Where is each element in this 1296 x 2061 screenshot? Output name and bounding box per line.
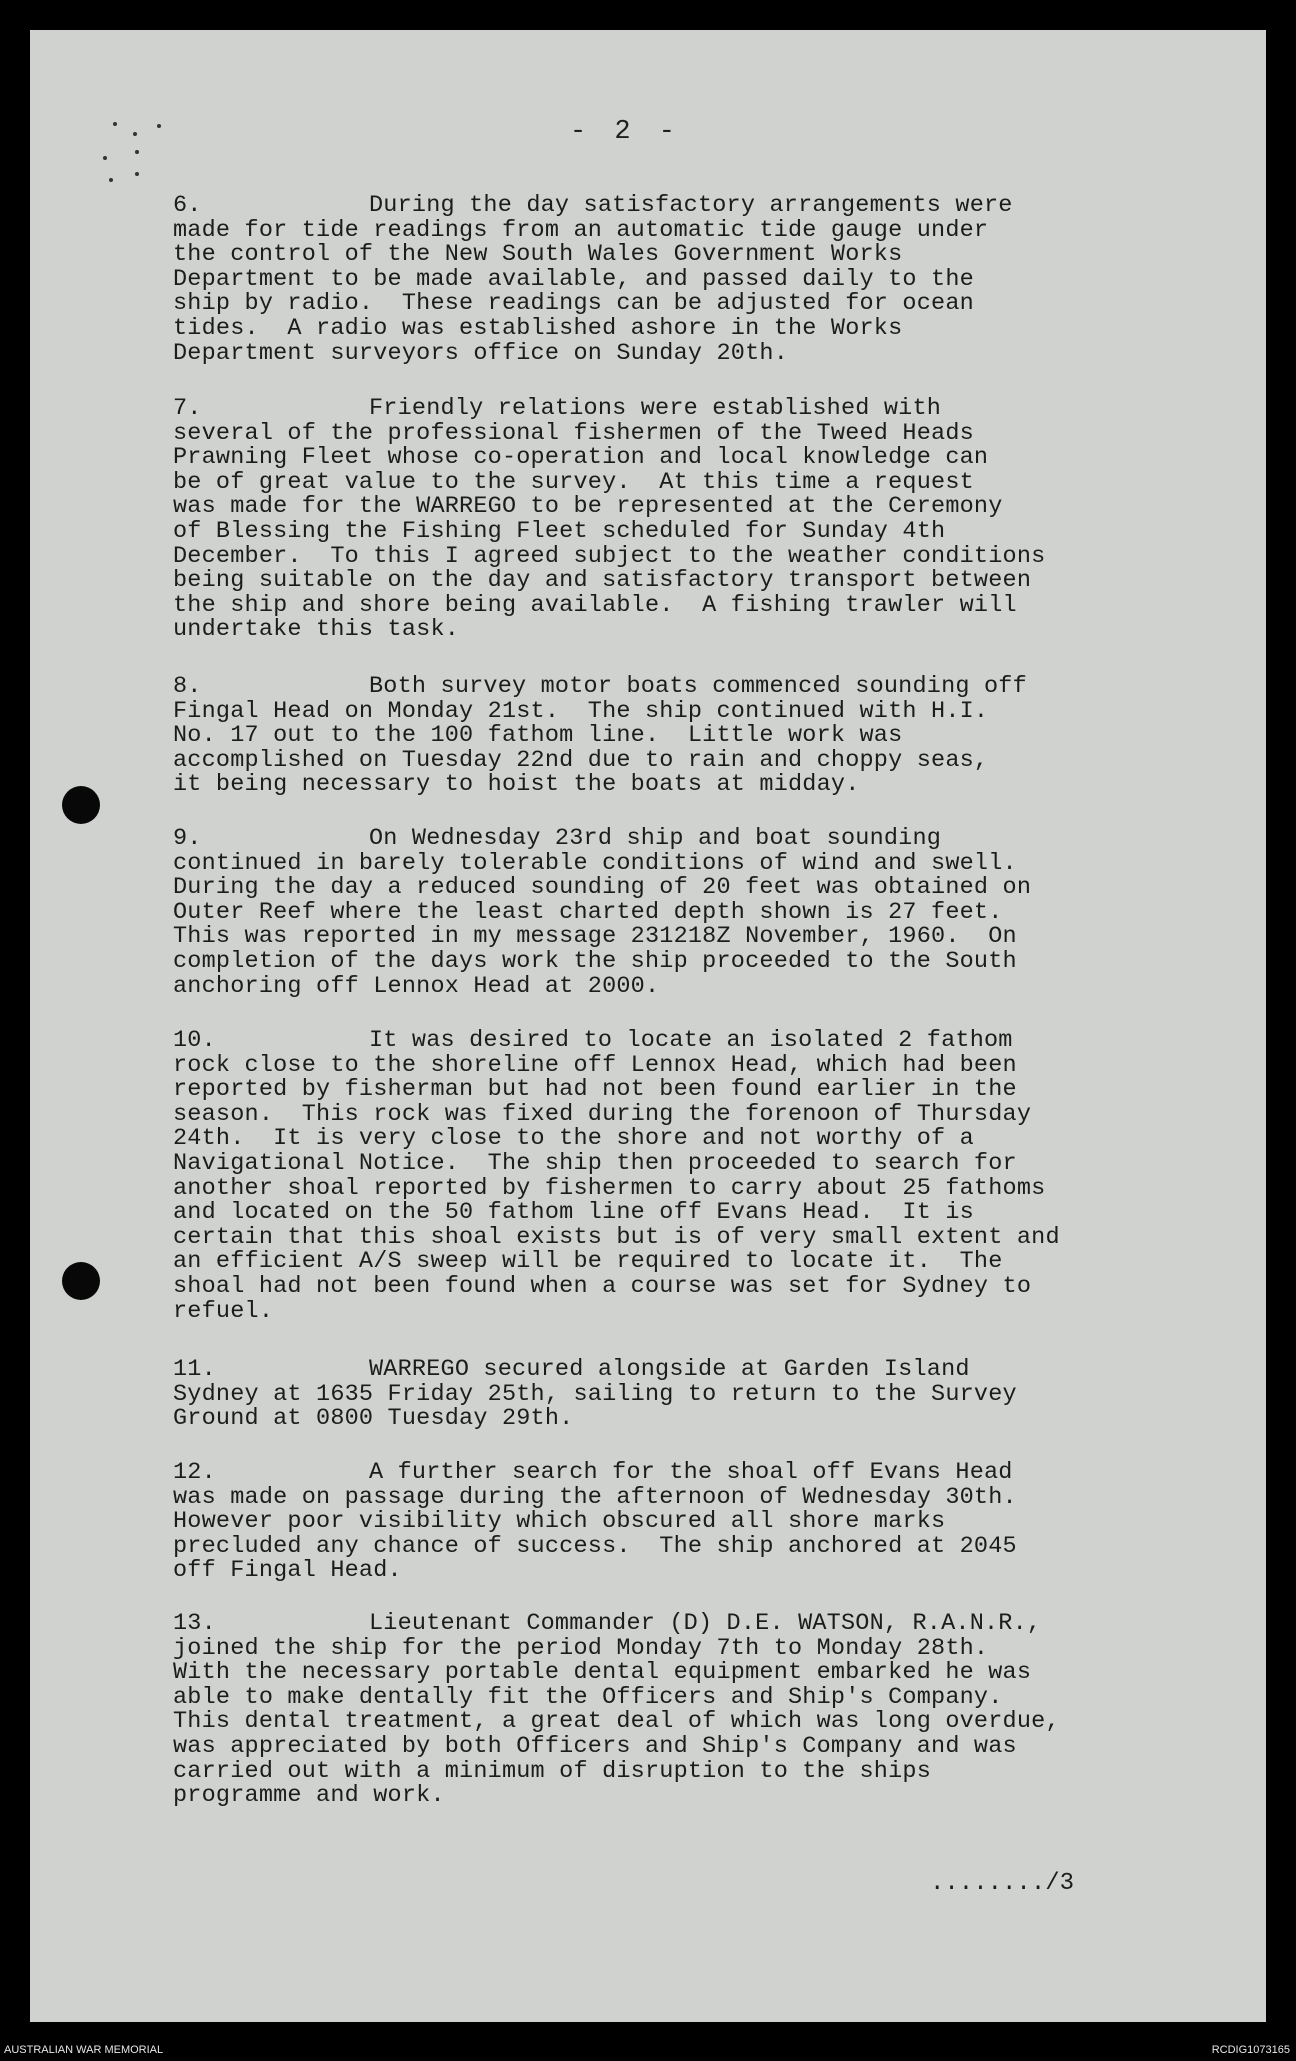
text-line [173,1661,1133,1686]
line-text: During the day satisfactory arrangements were [369,192,1013,219]
line-text: Prawning Fleet whose co-operation and local knowledge can [173,444,989,472]
text-line [173,1784,1133,1809]
text-line [173,1732,1133,1760]
line-text: the ship and shore being available. A fishing trawler will [173,591,1017,619]
text-line [173,876,1133,901]
line-text: several of the professional fishermen of the Tweed Heads [173,419,974,447]
line-text: Navigational Notice. The ship then proceeded to search for [173,1149,1017,1177]
line-text: Department to be made available, and passed daily to the [173,265,974,293]
text-line [173,1380,1133,1408]
line-text: made for tide readings from an automatic tide gauge under [173,216,989,244]
line-text: However poor visibility which obscured all shore marks [173,1508,946,1536]
paragraph-7 [173,397,1133,643]
line-text: No. 17 out to the 100 fathom line. Little work was [173,722,903,750]
line-text: refuel. [173,1297,274,1325]
text-line [173,194,1133,219]
text-line [173,1407,1133,1432]
line-text: being suitable on the day and satisfactory transport between [173,567,1032,595]
page-number: - 2 - [570,117,682,147]
archive-credit: AUSTRALIAN WAR MEMORIAL [4,2044,164,2056]
paragraph-number: 8. [173,673,202,700]
text-line [173,1483,1133,1511]
line-text: shoal had not been found when a course was set for Sydney to [173,1272,1032,1300]
text-line [173,972,1133,1000]
text-line [173,314,1133,342]
text-line [173,1127,1133,1152]
text-line [173,1683,1133,1711]
text-line [173,925,1133,950]
text-line [173,1612,1133,1637]
text-line [173,697,1133,725]
line-text: continued in barely tolerable conditions of wind and swell. [173,849,1017,877]
line-text: Friendly relations were established with [369,395,942,422]
text-line [173,1634,1133,1662]
text-line [173,1510,1133,1535]
text-line [173,517,1133,545]
archive-reference: RCDIG1073165 [1211,2044,1290,2056]
text-line [173,746,1133,774]
line-text: tides. A radio was established ashore in the Works [173,314,903,342]
text-line [173,947,1133,975]
text-line [173,397,1133,422]
text-line [173,339,1133,367]
text-line [173,1201,1133,1226]
line-text: was made on passage during the afternoon of Wednesday 30th. [173,1483,1017,1511]
paragraph-10 [173,1029,1133,1324]
text-line [173,468,1133,496]
text-line [173,1250,1133,1275]
text-line [173,1100,1133,1128]
paragraph-number: 6. [173,192,202,219]
text-line [173,773,1133,798]
punch-hole-upper [62,786,100,824]
text-line [173,1757,1133,1785]
text-line [173,1532,1133,1560]
line-text: Ground at 0800 Tuesday 29th. [173,1405,574,1433]
line-text: was appreciated by both Officers and Ship's Company and was [173,1732,1017,1760]
line-text: certain that this shoal exists but is of very small extent and [173,1223,1060,1251]
line-text: December. To this I agreed subject to the weather conditions [173,542,1046,570]
text-line [173,1223,1133,1251]
line-text: 24th. It is very close to the shore and not worthy of a [173,1125,974,1153]
paragraph-number: 11. [173,1356,216,1383]
line-text: an efficient A/S sweep will be required to locate it. The [173,1248,1003,1276]
line-text: off Fingal Head. [173,1557,402,1585]
line-text: be of great value to the survey. At this time a request [173,468,974,496]
text-line [173,216,1133,244]
punch-hole-lower [62,1262,100,1300]
line-text: On Wednesday 23rd ship and boat sounding [369,825,942,852]
text-line [173,1174,1133,1202]
text-line [173,724,1133,749]
text-line [173,243,1133,268]
text-line [173,495,1133,520]
text-line [173,292,1133,317]
text-line [173,1559,1133,1584]
paragraph-number: 12. [173,1459,216,1486]
paragraph-number: 7. [173,395,202,422]
text-line [173,1051,1133,1079]
text-line [173,1461,1133,1486]
paragraph-number: 13. [173,1610,216,1637]
text-line [173,1358,1133,1383]
text-line [173,1297,1133,1325]
paragraph-number: 9. [173,825,202,852]
line-text: anchoring off Lennox Head at 2000. [173,972,660,1000]
line-text: joined the ship for the period Monday 7th to Monday 28th. [173,1634,989,1662]
line-text: This was reported in my message 231218Z November, 1960. On [173,923,1017,951]
line-text: precluded any chance of success. The ship anchored at 2045 [173,1532,1017,1560]
line-text: Fingal Head on Monday 21st. The ship continued with H.I. [173,697,989,725]
paragraph-13 [173,1612,1133,1809]
paragraph-8 [173,675,1133,798]
paragraph-number: 10. [173,1027,216,1054]
line-text: WARREGO secured alongside at Garden Island [369,1356,970,1383]
paragraph-12 [173,1461,1133,1584]
line-text: accomplished on Tuesday 22nd due to rain and choppy seas, [173,746,989,774]
line-text: It was desired to locate an isolated 2 fathom [369,1027,1013,1054]
text-line [173,1149,1133,1177]
line-text: carried out with a minimum of disruption to the ships [173,1757,932,1785]
line-text: Sydney at 1635 Friday 25th, sailing to return to the Survey [173,1380,1017,1408]
line-text: and located on the 50 fathom line off Evans Head. It is [173,1199,974,1227]
line-text: This dental treatment, a great deal of which was long overdue, [173,1708,1060,1736]
text-line [173,898,1133,926]
line-text: During the day a reduced sounding of 20 feet was obtained on [173,874,1032,902]
text-line [173,618,1133,643]
paragraph-9 [173,827,1133,999]
paragraph-6 [173,194,1133,366]
text-line [173,591,1133,619]
line-text: rock close to the shoreline off Lennox Head, which had been [173,1051,1017,1079]
line-text: able to make dentally fit the Officers and Ship's Company. [173,1683,1003,1711]
text-line [173,675,1133,700]
text-line [173,265,1133,293]
text-line [173,849,1133,877]
line-text: the control of the New South Wales Government Works [173,241,903,269]
line-text: season. This rock was fixed during the forenoon of Thursday [173,1100,1032,1128]
text-line [173,542,1133,570]
text-line [173,446,1133,471]
line-text: was made for the WARREGO to be represented at the Ceremony [173,493,1003,521]
line-text: completion of the days work the ship proceeded to the South [173,947,1017,975]
line-text: another shoal reported by fishermen to carry about 25 fathoms [173,1174,1046,1202]
text-line [173,1710,1133,1735]
line-text: With the necessary portable dental equipment embarked he was [173,1659,1032,1687]
line-text: ship by radio. These readings can be adjusted for ocean [173,290,974,318]
paragraph-11 [173,1358,1133,1432]
text-line [173,827,1133,852]
text-line [173,1078,1133,1103]
text-line [173,1272,1133,1300]
line-text: A further search for the shoal off Evans Head [369,1459,1013,1486]
line-text: reported by fisherman but had not been found earlier in the [173,1076,1017,1104]
text-line [173,1029,1133,1054]
line-text: Lieutenant Commander (D) D.E. WATSON, R.A.N.R., [369,1610,1042,1637]
line-text: Outer Reef where the least charted depth shown is 27 feet. [173,898,1003,926]
line-text: it being necessary to hoist the boats at midday. [173,771,860,799]
line-text: Both survey motor boats commenced sounding off [369,673,1027,700]
line-text: Department surveyors office on Sunday 20th. [173,339,788,367]
line-text: programme and work. [173,1782,445,1810]
continuation-marker: ......../3 [930,1870,1075,1897]
line-text: undertake this task. [173,616,460,644]
text-line [173,419,1133,447]
line-text: of Blessing the Fishing Fleet scheduled for Sunday 4th [173,517,946,545]
text-line [173,569,1133,594]
